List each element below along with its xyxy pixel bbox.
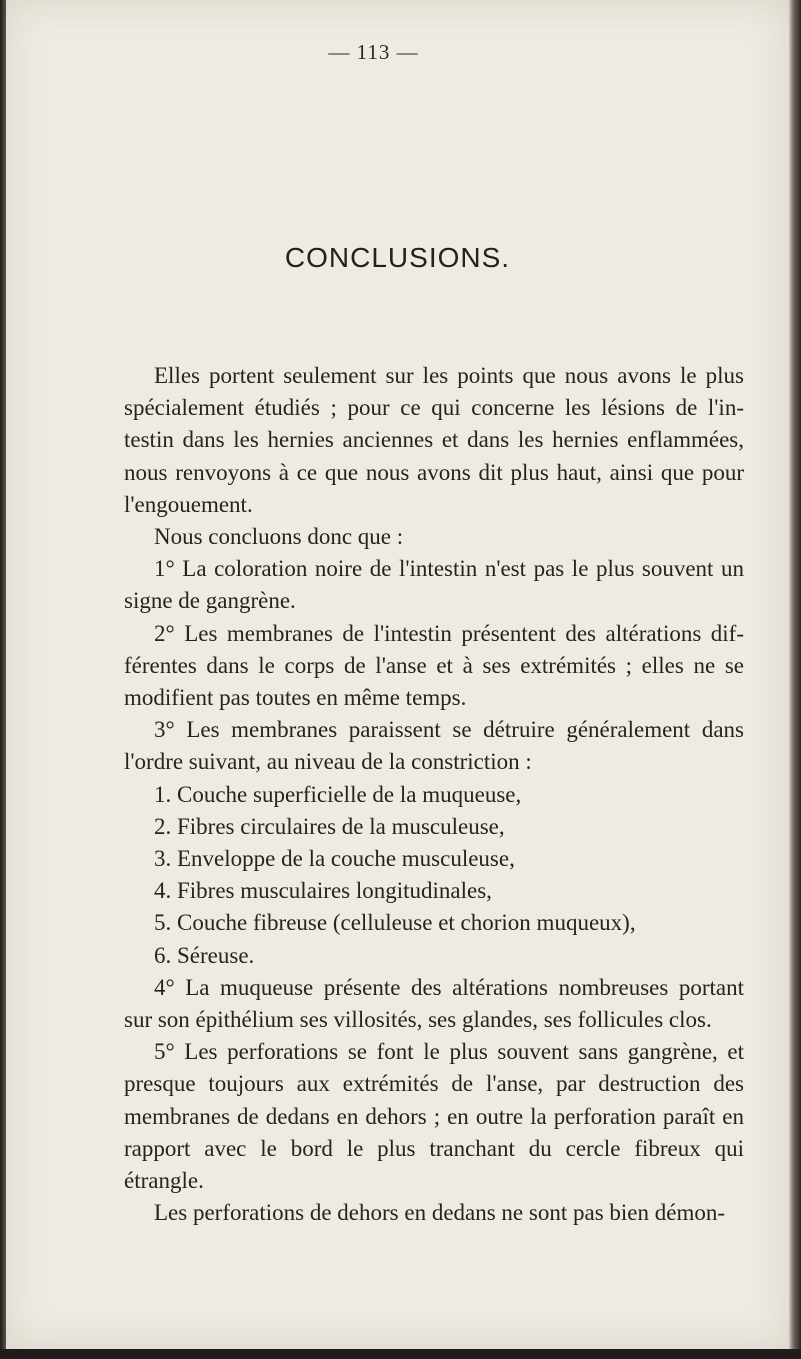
continuation-paragraph: Les perforations de dehors en dedans ne sont pas bien démon- xyxy=(154,1200,726,1226)
text-line: nous renvoyons à ce que nous avons dit plus haut, ainsi que xyxy=(124,459,695,485)
page-number: — 113 — xyxy=(328,40,419,64)
text-line: 4° La muqueuse présente des altérations nombreuses portant xyxy=(154,974,744,1000)
scan-bottom-edge xyxy=(0,1349,801,1359)
conclusion-5 xyxy=(124,1036,744,1197)
intro-paragraph xyxy=(124,360,744,521)
text-line: en rapport avec le bord le plus tranchant du cercle fibreux qui xyxy=(124,1103,744,1161)
text-line: modifient pas toutes en même temps. xyxy=(124,685,467,711)
lead-paragraph: Nous concluons donc que : xyxy=(154,524,404,550)
book-page xyxy=(6,0,789,1349)
section-title: CONCLUSIONS. xyxy=(284,242,511,273)
text-line: membranes de dedans en dehors ; en outre la perforation paraît xyxy=(124,1103,716,1129)
text-line: spécialement étudiés ; pour ce qui concerne les lésions de l'in- xyxy=(124,395,744,421)
layer-item-1: 1. Couche superficielle de la muqueuse, xyxy=(154,781,522,807)
text-line: Elles portent seulement sur les points que nous avons le plus xyxy=(154,363,744,388)
text-line: 5° Les perforations se font le plus souvent sans gangrène, et xyxy=(154,1039,744,1065)
text-line: pour l'engouement. xyxy=(124,459,744,517)
conclusion-4 xyxy=(124,972,744,1036)
text-line: 3° Les membranes paraissent se détruire généralement dans xyxy=(154,717,744,743)
layer-item-5: 5. Couche fibreuse (celluleuse et chorion muqueux), xyxy=(154,910,636,936)
text-line: l'ordre suivant, au niveau de la constriction : xyxy=(124,749,532,775)
text-line: testin dans les hernies anciennes et dans les hernies enflammées, xyxy=(124,427,744,453)
scan-right-edge xyxy=(789,0,801,1359)
text-line: sur son épithélium ses villosités, ses glandes, ses follicules clos. xyxy=(124,1007,712,1033)
layer-item-3: 3. Enveloppe de la couche musculeuse, xyxy=(154,846,515,872)
text-line: étrangle. xyxy=(124,1168,204,1194)
layer-item-4: 4. Fibres musculaires longitudinales, xyxy=(154,878,492,904)
text-line: 1° La coloration noire de l'intestin n'est pas le plus souvent un xyxy=(154,556,744,582)
text-line: férentes dans le corps de l'anse et à ses extrémités ; elles ne se xyxy=(124,652,744,678)
text-line: 2° Les membranes de l'intestin présentent des altérations dif- xyxy=(154,620,744,646)
conclusion-2 xyxy=(124,618,744,715)
layer-item-2: 2. Fibres circulaires de la musculeuse, xyxy=(154,813,505,839)
conclusion-1 xyxy=(124,553,744,617)
conclusion-3 xyxy=(124,714,744,778)
layer-item-6: 6. Séreuse. xyxy=(154,942,255,968)
text-line: signe de gangrène. xyxy=(124,588,296,614)
body-text xyxy=(124,360,744,1229)
text-line: presque toujours aux extrémités de l'anse, par destruction des xyxy=(124,1071,744,1097)
